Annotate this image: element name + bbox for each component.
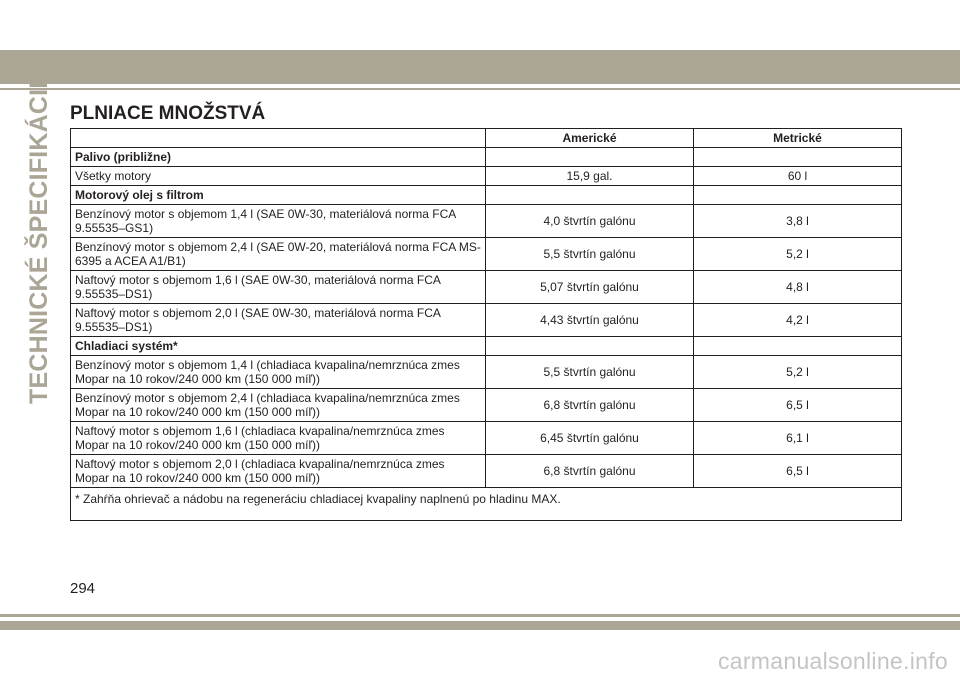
row-label: Chladiaci systém* [71,337,486,356]
row-us-value [486,186,694,205]
row-metric-value: 5,2 l [694,238,902,271]
table-row [71,238,902,271]
table-header-row [71,129,902,148]
fluid-capacities-table [70,128,902,521]
table-row [71,356,902,389]
row-us-value: 15,9 gal. [486,167,694,186]
column-header-item [71,129,486,148]
page-title: PLNIACE MNOŽSTVÁ [70,103,266,124]
table-row [71,304,902,337]
row-us-value: 6,8 štvrtín galónu [486,389,694,422]
row-metric-value: 6,1 l [694,422,902,455]
page-number: 294 [70,580,96,597]
row-us-value [486,148,694,167]
row-metric-value: 60 l [694,167,902,186]
footer-band [0,621,960,630]
row-metric-value: 6,5 l [694,389,902,422]
row-label: Naftový motor s objemom 1,6 l (SAE 0W-30, materiálová norma FCA 9.55535–DS1) [71,271,486,304]
row-us-value: 6,8 štvrtín galónu [486,455,694,488]
table-footnote-row [71,488,902,521]
row-label: Palivo (približne) [71,148,486,167]
table-row [71,205,902,238]
row-label: Všetky motory [71,167,486,186]
row-metric-value: 4,8 l [694,271,902,304]
row-us-value: 5,07 štvrtín galónu [486,271,694,304]
row-us-value [486,337,694,356]
row-us-value: 5,5 štvrtín galónu [486,238,694,271]
row-label: Motorový olej s filtrom [71,186,486,205]
row-metric-value: 6,5 l [694,455,902,488]
header-rule [0,88,960,90]
table-row [71,455,902,488]
row-label: Benzínový motor s objemom 1,4 l (SAE 0W-30, materiálová norma FCA 9.55535–GS1) [71,205,486,238]
row-us-value: 4,0 štvrtín galónu [486,205,694,238]
row-metric-value [694,186,902,205]
table-row [71,167,902,186]
table-section-row [71,148,902,167]
row-metric-value: 5,2 l [694,356,902,389]
row-metric-value: 4,2 l [694,304,902,337]
header-band [0,50,960,84]
row-us-value: 4,43 štvrtín galónu [486,304,694,337]
row-metric-value [694,337,902,356]
footer-rule [0,614,960,617]
row-metric-value: 3,8 l [694,205,902,238]
row-label: Benzínový motor s objemom 2,4 l (chladiaca kvapalina/nemrznúca zmes Mopar na 10 rokov/240 000 km (150 000 míľ)) [71,389,486,422]
row-us-value: 6,45 štvrtín galónu [486,422,694,455]
column-header-us: Americké [486,129,694,148]
table-row [71,389,902,422]
row-label: Benzínový motor s objemom 2,4 l (SAE 0W-20, materiálová norma FCA MS-6395 a ACEA A1/B1) [71,238,486,271]
table-section-row [71,186,902,205]
section-side-title: TECHNICKÉ ŠPECIFIKÁCIE [25,71,53,404]
table-row [71,271,902,304]
table-row [71,422,902,455]
table-section-row [71,337,902,356]
row-label: Naftový motor s objemom 2,0 l (SAE 0W-30, materiálová norma FCA 9.55535–DS1) [71,304,486,337]
site-watermark: carmanualsonline.info [717,648,948,674]
row-label: Benzínový motor s objemom 1,4 l (chladiaca kvapalina/nemrznúca zmes Mopar na 10 rokov/240 000 km (150 000 míľ)) [71,356,486,389]
table-footnote: * Zahŕňa ohrievač a nádobu na regeneráciu chladiacej kvapaliny naplnenú po hladinu MAX. [71,488,902,521]
row-us-value: 5,5 štvrtín galónu [486,356,694,389]
column-header-metric: Metrické [694,129,902,148]
row-label: Naftový motor s objemom 1,6 l (chladiaca kvapalina/nemrznúca zmes Mopar na 10 rokov/240 000 km (150 000 míľ)) [71,422,486,455]
row-metric-value [694,148,902,167]
row-label: Naftový motor s objemom 2,0 l (chladiaca kvapalina/nemrznúca zmes Mopar na 10 rokov/240 000 km (150 000 míľ)) [71,455,486,488]
